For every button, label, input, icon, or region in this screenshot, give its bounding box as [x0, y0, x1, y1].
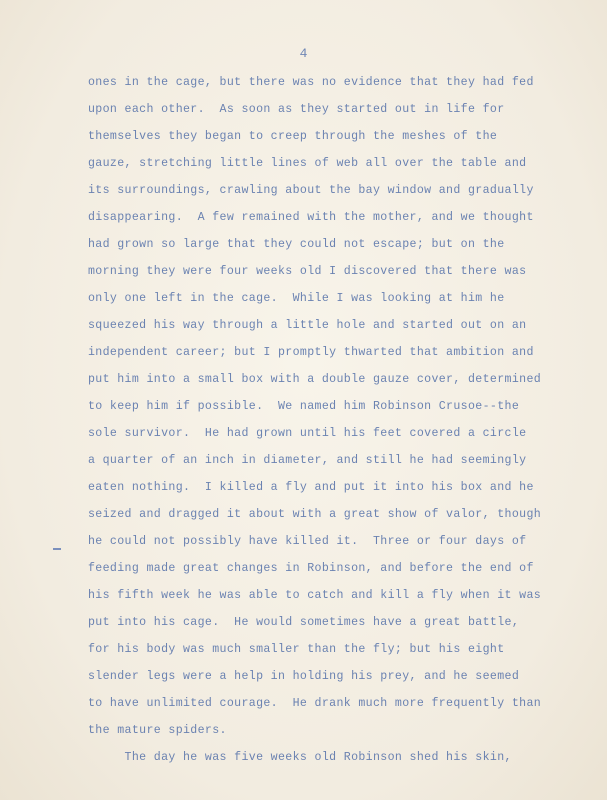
text-line: feeding made great changes in Robinson, and before the end of [88, 562, 534, 575]
text-line: eaten nothing. I killed a fly and put it into his box and he [88, 481, 534, 494]
text-line: seized and dragged it about with a great show of valor, though [88, 508, 542, 521]
margin-dash-mark [53, 548, 61, 550]
text-line: upon each other. As soon as they started out in life for [88, 103, 505, 116]
text-line: themselves they began to creep through the meshes of the [88, 130, 498, 143]
text-line: sole survivor. He had grown until his feet covered a circle [88, 427, 527, 440]
text-line: the mature spiders. [88, 724, 227, 737]
text-line: a quarter of an inch in diameter, and still he had seemingly [88, 454, 527, 467]
text-line: The day he was five weeks old Robinson shed his skin, [88, 751, 512, 764]
text-line: disappearing. A few remained with the mother, and we thought [88, 211, 534, 224]
text-line: squeezed his way through a little hole and started out on an [88, 319, 527, 332]
page-number: 4 [299, 46, 308, 61]
text-line: for his body was much smaller than the fly; but his eight [88, 643, 505, 656]
text-line: slender legs were a help in holding his prey, and he seemed [88, 670, 520, 683]
text-line: had grown so large that they could not escape; but on the [88, 238, 505, 251]
text-line: he could not possibly have killed it. Three or four days of [88, 535, 527, 548]
text-line: put into his cage. He would sometimes have a great battle, [88, 616, 520, 629]
text-line: his fifth week he was able to catch and kill a fly when it was [88, 589, 542, 602]
text-line: its surroundings, crawling about the bay window and gradually [88, 184, 534, 197]
text-line: ones in the cage, but there was no evidence that they had fed [88, 76, 534, 89]
text-line: to keep him if possible. We named him Robinson Crusoe--the [88, 400, 520, 413]
text-line: only one left in the cage. While I was looking at him he [88, 292, 505, 305]
text-line: gauze, stretching little lines of web all over the table and [88, 157, 527, 170]
text-line: put him into a small box with a double gauze cover, determined [88, 373, 542, 386]
text-line: to have unlimited courage. He drank much more frequently than [88, 697, 542, 710]
text-line: morning they were four weeks old I discovered that there was [88, 265, 527, 278]
text-line: independent career; but I promptly thwarted that ambition and [88, 346, 534, 359]
